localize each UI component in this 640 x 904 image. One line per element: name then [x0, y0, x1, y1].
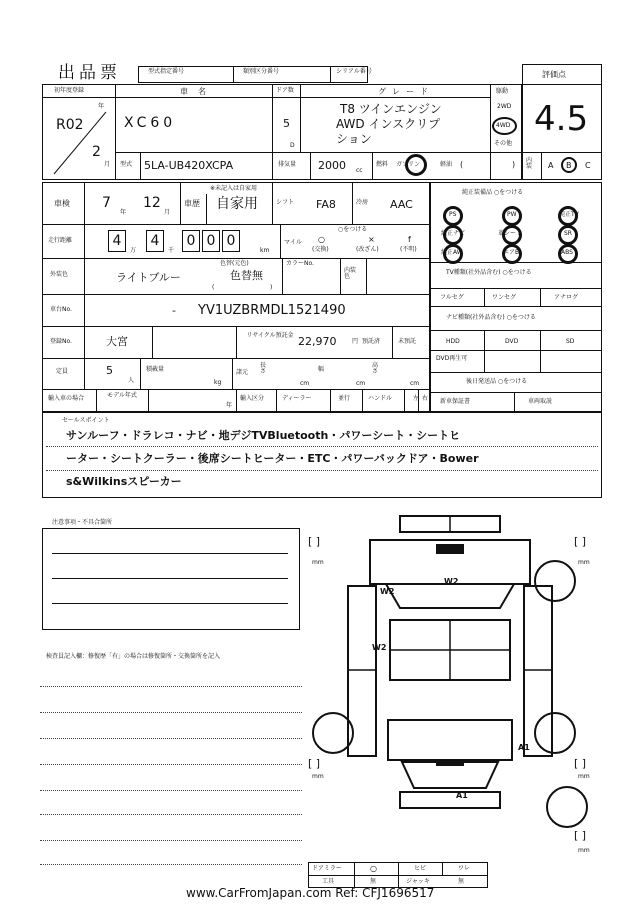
vehicle-detail-block	[42, 182, 430, 412]
oem-item-airbag-circle	[502, 244, 522, 264]
oem-item-pw: PW	[507, 211, 517, 218]
damage-mark-front-left: W2	[380, 587, 395, 596]
car-damage-diagram	[330, 510, 570, 816]
inspection-year-unit: 年	[120, 209, 127, 216]
displacement-label: 排気量	[278, 161, 297, 168]
meter-mark-unknown: f	[408, 235, 411, 244]
dim-height-unit: cm	[410, 380, 420, 387]
repaint-value: 色替無	[230, 269, 263, 282]
oem-item-sr-circle	[558, 225, 578, 245]
kg-unit: kg	[214, 379, 222, 386]
damage-mark-hood: W2	[444, 577, 459, 586]
model-year-label: モデル年式	[107, 392, 137, 399]
fuel-gasoline: ガソリン	[396, 161, 421, 168]
import-parallel: 並行	[338, 395, 351, 402]
wheel-rear-left	[312, 712, 354, 754]
oem-item-ps: PS	[449, 211, 457, 218]
oem-item-aw-circle	[443, 244, 463, 264]
month-unit: 月	[104, 161, 111, 168]
type-cert-label: 型式指定番号	[148, 68, 185, 75]
sales-point-line-2: ーター・シートクーラー・後席シートヒーター・ETC・パワーバックドア・Bower	[66, 452, 479, 465]
mileage-digit-5: 0	[222, 230, 240, 252]
car-name: XC60	[124, 115, 177, 131]
inspector-label: 検査員記入欄：修復歴「有」の場合は修復箇所・交換箇所を記入	[46, 653, 221, 660]
recycle-amount: 22,970	[298, 335, 337, 348]
score-value: 4.5	[534, 99, 589, 139]
int-color-label: 内装色	[344, 267, 357, 280]
cc-unit: cc	[356, 167, 363, 174]
drive-other: その他	[494, 140, 513, 147]
oem-title: 純正装備品 ○をつける	[462, 189, 524, 196]
oem-item-navi-circle	[441, 225, 466, 245]
drive-label: 駆動	[496, 88, 509, 95]
meter-label: マイル	[284, 239, 302, 246]
meter-circle-note: ○をつける	[338, 226, 368, 233]
capacity-value: 5	[106, 364, 113, 377]
color-no-label: カラーNo.	[286, 260, 314, 267]
grade-label: グレード	[378, 87, 434, 96]
oem-item-leather-circle	[502, 225, 522, 245]
mileage-digit-4: 0	[202, 230, 220, 252]
tv-title: TV種類(社外品含む) ○をつける	[446, 269, 532, 276]
oem-item-tv: 純正TV	[559, 211, 579, 218]
sales-point-line-3: s&Wilkinsスピーカー	[66, 475, 182, 488]
tv-analog: アナログ	[554, 294, 579, 301]
after-warranty: 新車保証書	[440, 398, 471, 405]
dim-width-label: 幅	[318, 366, 325, 373]
meter-mark-tampered: ×	[368, 235, 375, 244]
oem-item-abs: ABS	[561, 249, 573, 256]
tread-bracket-rl: [ ]	[308, 757, 321, 770]
model-label: 型式	[120, 161, 133, 168]
tread-mm-spare: mm	[578, 847, 590, 854]
tread-bracket-fr: [ ]	[574, 535, 587, 548]
meter-mark-exchanged: ○	[318, 235, 325, 244]
damage-mark-left-side: W2	[372, 643, 387, 652]
score-label: 評価点	[542, 70, 566, 79]
drive-4wd: 4WD	[496, 122, 511, 129]
model-year-unit: 年	[226, 402, 233, 409]
interior-grade-c: C	[585, 161, 591, 170]
caution-label: 注意事項・不具合箇所	[52, 519, 113, 526]
wheel-rear-right	[534, 712, 576, 754]
wheel-front-right	[534, 560, 576, 602]
man-unit: 万	[130, 247, 137, 254]
chassis-label: 車台No.	[50, 306, 72, 313]
doors-value: 5	[283, 117, 290, 130]
chassis-dash: -	[172, 304, 176, 317]
tv-oneseg: ワンセグ	[492, 294, 517, 301]
door-mirror-mark: ○	[370, 864, 377, 873]
interior-grade-b: B	[566, 161, 572, 170]
oem-item-navi: 純正ナビ	[441, 230, 466, 237]
shift-value: FA8	[316, 198, 336, 211]
inspection-year: 7	[102, 195, 111, 211]
import-label: 輸入車の場合	[48, 395, 85, 402]
caution-box	[42, 528, 300, 630]
fuel-open-paren: (	[460, 160, 464, 169]
dvd-playback-label: DVD再生可	[436, 355, 468, 362]
first-reg-year: R02	[56, 117, 84, 133]
interior-label: 内装	[526, 157, 533, 170]
person-unit: 人	[128, 377, 135, 384]
class-label: 類別区分番号	[243, 68, 280, 75]
chassis-number: YV1UZBRMDL1521490	[198, 303, 346, 318]
handle-left: 左	[413, 395, 420, 402]
navi-title: ナビ種類(社外品含む) ○をつける	[446, 314, 536, 321]
oem-item-tv-circle	[558, 206, 578, 226]
after-title: 後日発送品 ○をつける	[466, 378, 528, 385]
grade-line-3: ション	[336, 132, 372, 146]
inspection-month: 12	[143, 195, 161, 211]
mileage-digit-2: 4	[146, 230, 164, 252]
car-name-label: 車名	[180, 87, 216, 96]
crack-label: ヒビ	[414, 865, 427, 872]
year-unit: 年	[98, 103, 105, 110]
dim-width-unit: cm	[356, 380, 366, 387]
fuel-label: 燃料	[376, 161, 389, 168]
tread-bracket-fl: [ ]	[308, 535, 321, 548]
oem-item-abs-circle	[558, 244, 578, 264]
mileage-label: 走行距離	[48, 237, 73, 244]
break-label: ワレ	[458, 865, 471, 872]
fuel-close-paren: )	[512, 160, 516, 169]
oem-item-ps-circle	[443, 206, 463, 226]
first-reg-month: 2	[92, 144, 101, 160]
oem-item-leather: 革シート	[498, 230, 523, 237]
meter-option-unknown: (不明)	[400, 246, 417, 253]
ext-color-label: 外装色	[50, 271, 69, 278]
handle-right: 右	[422, 395, 429, 402]
tread-mm-fr: mm	[578, 559, 590, 566]
history-value: 自家用	[216, 196, 258, 212]
interior-grade-a: A	[548, 161, 554, 170]
navi-hdd: HDD	[446, 338, 460, 345]
first-reg-slash	[46, 108, 112, 178]
tread-mm-rl: mm	[312, 773, 324, 780]
displacement-value: 2000	[318, 159, 346, 172]
tread-bracket-spare: [ ]	[574, 829, 587, 842]
meter-option-exchanged: (交換)	[312, 246, 329, 253]
sales-point-label: セールスポイント	[62, 417, 110, 424]
dim-length-label: 長さ	[260, 362, 267, 375]
navi-dvd: DVD	[505, 338, 519, 345]
mileage-digit-3: 0	[182, 230, 200, 252]
inspection-month-unit: 月	[164, 209, 171, 216]
jack-label: ジャッキ	[406, 878, 430, 885]
drive-2wd: 2WD	[497, 103, 512, 110]
tv-fullseg: フルセグ	[440, 294, 464, 301]
reg-no-label: 登録No.	[50, 338, 72, 345]
tread-mm-fl: mm	[312, 559, 324, 566]
ac-label: 冷房	[356, 199, 369, 206]
tread-bracket-rr: [ ]	[574, 757, 587, 770]
repaint-open-paren: (	[212, 284, 215, 291]
repaint-close-paren: )	[270, 284, 273, 291]
load-label: 積載量	[146, 366, 165, 373]
wheel-spare	[546, 786, 588, 828]
form-title: 出品票	[58, 63, 121, 83]
fuel-diesel: 軽油	[440, 161, 453, 168]
oem-item-sr: SR	[564, 230, 572, 237]
recycle-paid: 預託済	[362, 338, 381, 345]
history-label: 車歴	[184, 199, 200, 208]
tools-value: 無	[370, 878, 377, 885]
handle-label: ハンドル	[368, 395, 393, 402]
dims-label: 諸元	[236, 369, 249, 376]
grade-line-1: T8 ツインエンジン	[340, 102, 442, 116]
ac-value: AAC	[390, 198, 413, 211]
shift-label: シフト	[276, 199, 295, 206]
watermark: www.CarFromJapan.com Ref: CFJ1696517	[186, 886, 435, 900]
km-unit: km	[260, 247, 270, 254]
oem-item-aw: 純正AW	[441, 249, 463, 256]
after-manual: 車両取説	[528, 398, 553, 405]
inspection-label: 車検	[54, 199, 70, 208]
repaint-label: 色替(元色)	[220, 260, 249, 267]
sen-unit: 千	[168, 247, 175, 254]
dim-length-unit: cm	[300, 380, 310, 387]
door-mirror-label: ドアミラー	[312, 865, 342, 872]
ext-color-value: ライトブルー	[116, 271, 181, 284]
door-suffix: D	[290, 142, 295, 149]
damage-mark-rear: A1	[456, 791, 468, 800]
recycle-label: リサイクル預託金	[246, 332, 294, 339]
oem-item-airbag: エアB	[503, 249, 520, 256]
serial-label: シリアル番号	[336, 68, 372, 75]
tools-label: 工具	[322, 878, 335, 885]
recycle-unpaid: 未預託	[398, 338, 417, 345]
history-note: ※未記入は自家用	[210, 185, 258, 192]
tread-mm-rr: mm	[578, 773, 590, 780]
recycle-unit: 円	[352, 338, 359, 345]
model-code: 5LA-UB420XCPA	[144, 159, 234, 172]
first-reg-label: 初年度登録	[54, 87, 85, 94]
import-class-label: 輸入区分	[240, 395, 265, 402]
jack-value: 無	[458, 878, 465, 885]
reg-no-value: 大宮	[106, 335, 128, 348]
mileage-digit-1: 4	[108, 230, 126, 252]
grade-line-2: AWD インスクリプ	[336, 117, 441, 131]
dim-height-label: 高さ	[372, 362, 379, 375]
fuel-gasoline-circle	[405, 154, 427, 176]
navi-sd: SD	[566, 338, 575, 345]
sales-point-line-1: サンルーフ・ドラレコ・ナビ・地デジTVBluetooth・パワーシート・シートヒ	[66, 429, 461, 442]
import-dealer: ディーラー	[282, 395, 312, 402]
capacity-label: 定員	[56, 368, 69, 375]
meter-option-tampered: (改ざん)	[356, 246, 379, 253]
damage-mark-rear-right: A1	[518, 743, 530, 752]
doors-label: ドア数	[276, 87, 294, 94]
oem-item-pw-circle	[502, 206, 522, 226]
